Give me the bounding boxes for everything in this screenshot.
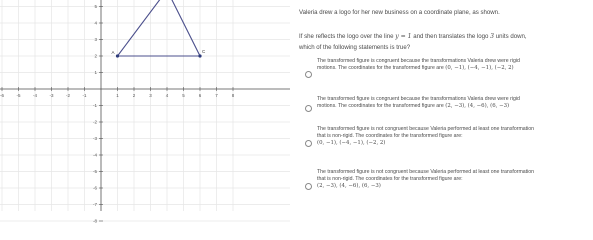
choice-2-line-2: [317, 103, 585, 110]
question-panel: [299, 0, 589, 211]
x-tick-label: -6: [0, 93, 5, 98]
answer-choice-1[interactable]: [305, 58, 587, 78]
choice-1-line-2-text: motions. The coordinates for the transformed figure are: [317, 65, 444, 71]
choice-2-line-2-text: motions. The coordinates for the transformed figure are: [317, 103, 444, 109]
y-tick-label: -8: [92, 218, 97, 224]
radio-button-choice-3[interactable]: [305, 140, 312, 147]
x-tick-label: -4: [32, 93, 38, 98]
x-tick-label: 6: [198, 93, 202, 98]
x-tick-label: -5: [16, 93, 21, 98]
vertex-c-point: [198, 54, 201, 57]
radio-button-choice-4[interactable]: [305, 183, 312, 190]
y-tick-label: -5: [92, 169, 97, 175]
coordinate-plane-svg: [0, 0, 290, 224]
choice-3-line-2: that is non-rigid. The coordinates for the transformed figure are:: [317, 133, 463, 139]
choice-3-text: [317, 126, 585, 147]
choice-4-line-2: that is non-rigid. The coordinates for the transformed figure are:: [317, 176, 463, 182]
choice-1-text: [317, 58, 585, 72]
y-tick-label: -2: [92, 119, 97, 125]
choice-4-text: [317, 169, 585, 190]
choice-3-line-1: The transformed figure is not congruent because Valeria performed at least one transformation: [317, 126, 535, 132]
x-tick-label: -2: [65, 93, 71, 98]
instruction-text-3: units down,: [495, 33, 527, 40]
choice-2-line-1: The transformed figure is congruent because the transformations Valeria drew were rigid: [317, 96, 520, 102]
x-tick-label: 8: [231, 93, 235, 98]
question-intro: Valeria drew a logo for her new business on a coordinate plane, as shown.: [299, 9, 500, 16]
x-tick-label: 7: [215, 93, 218, 98]
x-tick-label: 2: [132, 93, 136, 98]
choice-3-coordinates: (0, −1), (−4, −1), (−2, 2): [317, 140, 386, 146]
radio-button-choice-2[interactable]: [305, 105, 312, 112]
vertex-a-label: A: [111, 50, 115, 55]
choice-2-text: [317, 96, 585, 110]
y-tick-label: -1: [92, 103, 97, 109]
y-tick-label: -7: [92, 202, 97, 208]
choice-1-line-2: [317, 65, 585, 72]
question-prompt: which of the following statements is true?: [299, 44, 411, 51]
choice-2-coordinates: (2, −3), (4, −6), (6, −3): [445, 103, 510, 109]
question-instruction: [299, 33, 527, 40]
answer-choice-2[interactable]: [305, 96, 587, 116]
instruction-text-2: and then translates the logo: [413, 33, 489, 40]
x-tick-label: -3: [49, 93, 54, 98]
coordinate-plane-graph: [0, 0, 290, 224]
x-tick-label: 4: [165, 93, 169, 98]
instruction-text-1: If she reflects the logo over the line: [299, 33, 394, 40]
answer-choice-3[interactable]: [305, 126, 587, 153]
translation-amount: 3: [490, 33, 495, 40]
y-tick-label: 1: [94, 70, 97, 76]
x-tick-label: -1: [82, 93, 87, 98]
reflection-line-math: y = 1: [395, 33, 412, 40]
y-tick-label: 3: [94, 37, 97, 43]
vertex-a-point: [116, 54, 119, 57]
y-tick-label: -4: [92, 152, 97, 158]
y-tick-label: -6: [92, 185, 97, 191]
vertex-c-label: C: [202, 49, 206, 54]
x-tick-label: 3: [149, 93, 152, 98]
y-tick-label: 4: [94, 20, 97, 26]
y-tick-label: 2: [94, 53, 97, 59]
choice-1-coordinates: (0, −1), (−4, −1), (−2, 2): [445, 65, 514, 71]
choice-4-line-1: The transformed figure is not congruent because Valeria performed at least one transformation: [317, 169, 535, 175]
x-tick-label: 5: [182, 93, 185, 98]
logo-triangle: [118, 0, 201, 56]
x-tick-label: 1: [116, 93, 119, 98]
choice-4-coordinates: (2, −3), (4, −6), (6, −3): [317, 183, 381, 189]
y-tick-label: -3: [92, 136, 97, 142]
y-tick-label: 5: [94, 4, 97, 10]
answer-choice-4[interactable]: [305, 169, 587, 196]
radio-button-choice-1[interactable]: [305, 71, 312, 78]
choice-1-line-1: The transformed figure is congruent because the transformations Valeria drew were rigid: [317, 58, 520, 64]
